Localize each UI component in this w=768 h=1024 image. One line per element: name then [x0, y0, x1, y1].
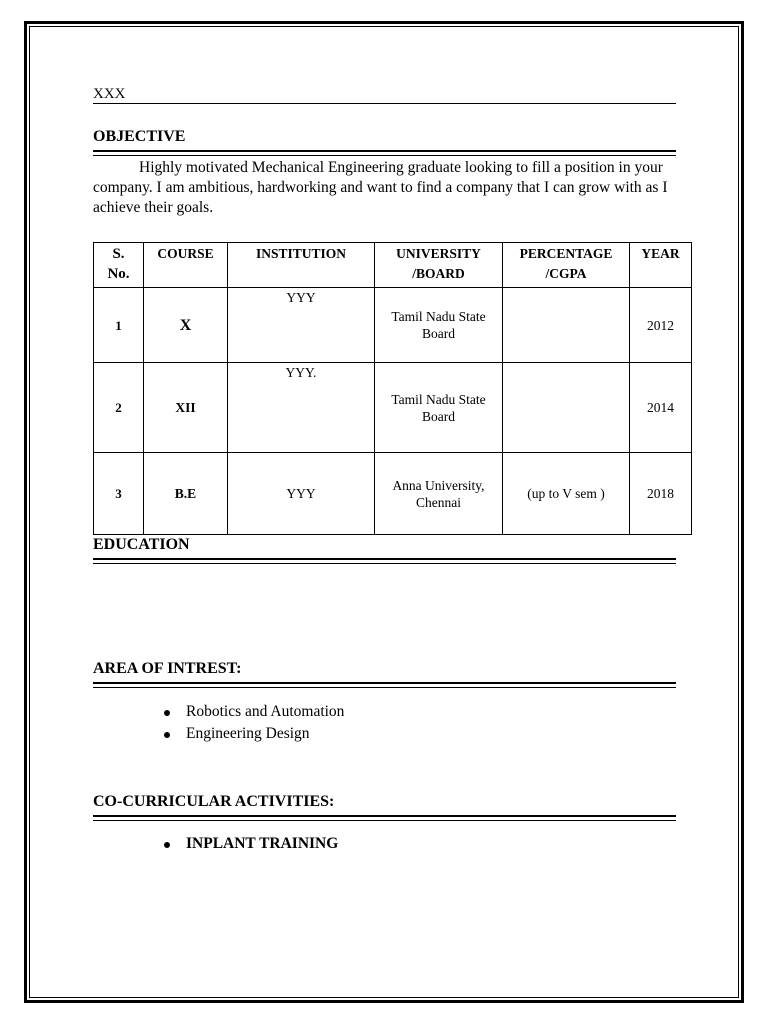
list-item: INPLANT TRAINING — [160, 833, 338, 855]
cell-institution: YYY. — [228, 363, 375, 453]
interest-heading: AREA OF INTREST: — [93, 660, 242, 677]
cell-university: Tamil Nadu State Board — [375, 288, 503, 363]
cell-university: Anna University, Chennai — [375, 453, 503, 535]
list-item: Robotics and Automation — [160, 701, 344, 723]
cell-sno: 3 — [94, 453, 144, 535]
cell-percentage: (up to V sem ) — [503, 453, 630, 535]
cocurricular-heading: CO-CURRICULAR ACTIVITIES: — [93, 793, 335, 810]
cell-university: Tamil Nadu State Board — [375, 363, 503, 453]
objective-text: Highly motivated Mechanical Engineering graduate looking to fill a position in your company. I am ambitious, hardworking and want to find a company that I can grow with as I achieve their goals. — [93, 159, 668, 216]
cell-sno: 1 — [94, 288, 144, 363]
education-heading: EDUCATION — [93, 536, 190, 553]
education-rule — [93, 558, 676, 564]
header-year: YEAR — [630, 243, 692, 288]
list-item: Engineering Design — [160, 723, 344, 745]
objective-paragraph — [93, 158, 676, 218]
table-row — [94, 363, 692, 453]
header-university: UNIVERSITY /BOARD — [375, 243, 503, 288]
interest-rule — [93, 682, 676, 688]
name-underline — [93, 103, 676, 104]
cell-percentage — [503, 288, 630, 363]
candidate-name: XXX — [93, 86, 126, 102]
cell-institution: YYY — [228, 453, 375, 535]
cell-course: X — [144, 288, 228, 363]
header-sno: S. No. — [94, 243, 144, 288]
table-row — [94, 288, 692, 363]
cell-year: 2018 — [630, 453, 692, 535]
table-row — [94, 453, 692, 535]
cell-year: 2012 — [630, 288, 692, 363]
education-table — [93, 242, 692, 535]
table-header-row — [94, 243, 692, 288]
cocurricular-list — [160, 833, 338, 855]
cell-year: 2014 — [630, 363, 692, 453]
interest-list — [160, 701, 344, 745]
objective-heading: OBJECTIVE — [93, 128, 186, 145]
cocurricular-rule — [93, 815, 676, 821]
cell-course: XII — [144, 363, 228, 453]
header-percentage: PERCENTAGE /CGPA — [503, 243, 630, 288]
cell-course: B.E — [144, 453, 228, 535]
objective-rule — [93, 150, 676, 156]
cell-percentage — [503, 363, 630, 453]
cell-sno: 2 — [94, 363, 144, 453]
header-institution: INSTITUTION — [228, 243, 375, 288]
cell-institution: YYY — [228, 288, 375, 363]
header-course: COURSE — [144, 243, 228, 288]
